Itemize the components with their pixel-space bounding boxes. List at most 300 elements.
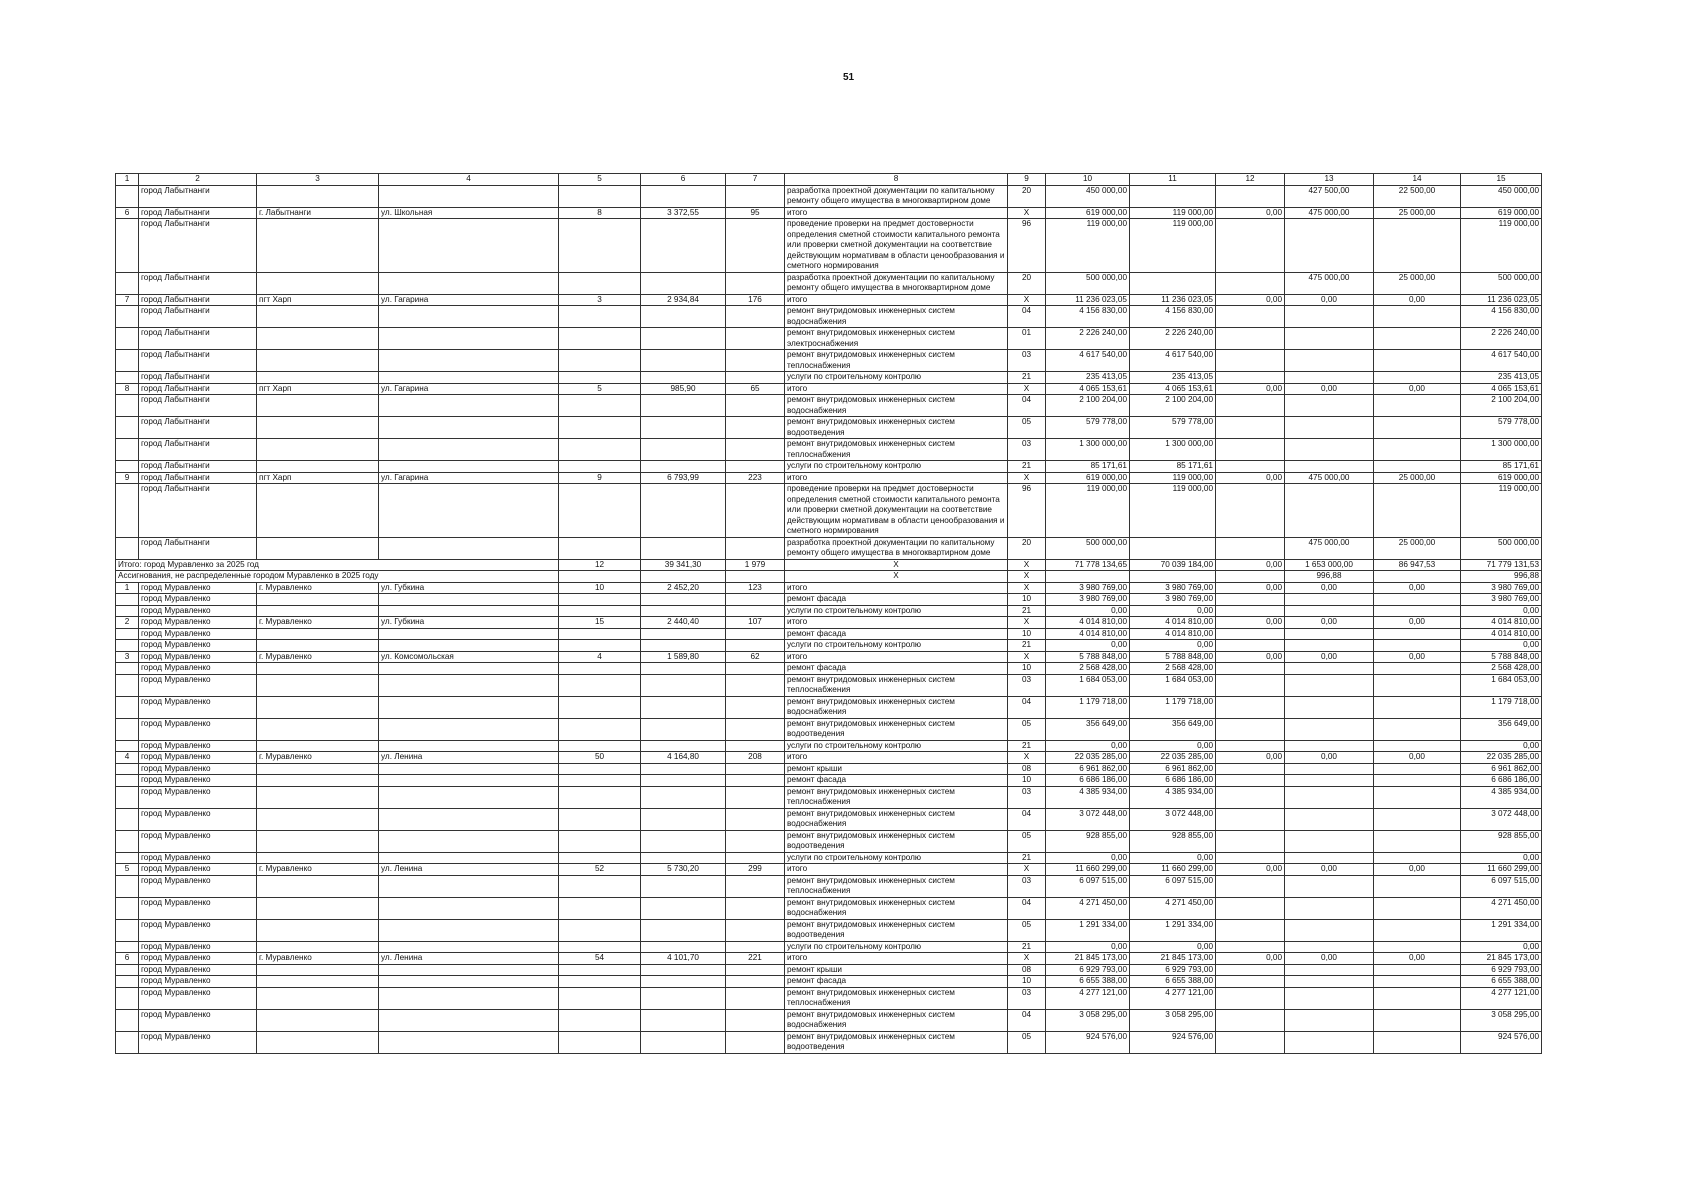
table-row [116, 1009, 1542, 1031]
cell-col-10: 3 072 448,00 [1046, 808, 1130, 830]
cell-col-2: город Муравленко [139, 651, 257, 663]
cell-col-13: 427 500,00 [1285, 185, 1374, 207]
cell-col-14 [1374, 571, 1461, 583]
cell-col-10: 1 300 000,00 [1046, 439, 1130, 461]
table-row [116, 740, 1542, 752]
table-row [116, 808, 1542, 830]
cell-col-5 [559, 1009, 641, 1031]
table-row [116, 272, 1542, 294]
cell-col-14: 0,00 [1374, 651, 1461, 663]
cell-col-15: 1 179 718,00 [1461, 696, 1542, 718]
cell-col-12 [1216, 372, 1285, 384]
cell-col-12 [1216, 852, 1285, 864]
cell-col-1 [116, 808, 139, 830]
cell-col-10: 21 845 173,00 [1046, 953, 1130, 965]
cell-col-8: ремонт внутридомовых инженерных систем теплоснабжения [785, 674, 1008, 696]
cell-col-7 [726, 372, 785, 384]
cell-col-3 [257, 663, 379, 675]
cell-col-8: проведение проверки на предмет достоверности определения сметной стоимости капитального ремонта или проверки сметной документации на соответствие действующим нормативам в области ценообразования и сметного нормирования [785, 219, 1008, 273]
cell-col-2: город Муравленко [139, 775, 257, 787]
cell-col-15: 924 576,00 [1461, 1031, 1542, 1053]
cell-col-8: ремонт внутридомовых инженерных систем водоснабжения [785, 395, 1008, 417]
cell-col-14 [1374, 775, 1461, 787]
cell-col-7 [726, 987, 785, 1009]
table-row [116, 786, 1542, 808]
cell-col-6 [641, 897, 726, 919]
cell-col-2: город Муравленко [139, 582, 257, 594]
cell-col-3: г. Муравленко [257, 617, 379, 629]
cell-col-6 [641, 417, 726, 439]
cell-col-10: 0,00 [1046, 941, 1130, 953]
cell-col-11: 356 649,00 [1130, 718, 1216, 740]
cell-col-9: 20 [1008, 537, 1046, 559]
cell-col-10: 0,00 [1046, 740, 1130, 752]
cell-col-1 [116, 350, 139, 372]
cell-col-13: 475 000,00 [1285, 537, 1374, 559]
cell-col-2: город Лабытнанги [139, 328, 257, 350]
cell-col-1 [116, 919, 139, 941]
cell-col-11: 4 065 153,61 [1130, 383, 1216, 395]
cell-col-10: 119 000,00 [1046, 484, 1130, 538]
cell-col-13: 475 000,00 [1285, 472, 1374, 484]
cell-col-11: 0,00 [1130, 740, 1216, 752]
column-number-row [116, 174, 1542, 186]
cell-col-6: 39 341,30 [641, 559, 726, 571]
cell-col-10: 4 385 934,00 [1046, 786, 1130, 808]
cell-col-3 [257, 628, 379, 640]
cell-col-14 [1374, 372, 1461, 384]
cell-col-10: 4 014 810,00 [1046, 617, 1130, 629]
cell-col-3: пгт Харп [257, 472, 379, 484]
cell-col-10: 0,00 [1046, 605, 1130, 617]
cell-col-9: 10 [1008, 628, 1046, 640]
cell-col-6 [641, 987, 726, 1009]
cell-col-8: ремонт внутридомовых инженерных систем теплоснабжения [785, 786, 1008, 808]
cell-col-13 [1285, 786, 1374, 808]
cell-col-9: Х [1008, 617, 1046, 629]
cell-col-9: Х [1008, 383, 1046, 395]
cell-col-9: 05 [1008, 919, 1046, 941]
cell-col-9: Х [1008, 953, 1046, 965]
cell-col-10: 924 576,00 [1046, 1031, 1130, 1053]
cell-col-10: 619 000,00 [1046, 207, 1130, 219]
cell-col-5 [559, 740, 641, 752]
cell-col-14 [1374, 306, 1461, 328]
cell-col-3 [257, 875, 379, 897]
cell-col-14 [1374, 1009, 1461, 1031]
cell-col-10: 6 097 515,00 [1046, 875, 1130, 897]
cell-col-14 [1374, 763, 1461, 775]
cell-col-13 [1285, 395, 1374, 417]
cell-col-10: 119 000,00 [1046, 219, 1130, 273]
cell-col-8: Х [785, 571, 1008, 583]
cell-col-1 [116, 775, 139, 787]
cell-col-5 [559, 417, 641, 439]
cell-col-3: г. Лабытнанги [257, 207, 379, 219]
cell-col-9: Х [1008, 571, 1046, 583]
cell-col-4 [379, 875, 559, 897]
cell-col-5 [559, 219, 641, 273]
cell-col-7 [726, 763, 785, 775]
cell-col-15: 500 000,00 [1461, 537, 1542, 559]
cell-col-3 [257, 461, 379, 473]
table-row [116, 919, 1542, 941]
cell-col-11: 4 014 810,00 [1130, 628, 1216, 640]
cell-col-6 [641, 185, 726, 207]
cell-col-9: 04 [1008, 808, 1046, 830]
cell-col-6: 4 101,70 [641, 953, 726, 965]
cell-col-9: 21 [1008, 372, 1046, 384]
cell-col-11: 1 291 334,00 [1130, 919, 1216, 941]
cell-col-5 [559, 306, 641, 328]
cell-col-14: 0,00 [1374, 582, 1461, 594]
column-header-2: 2 [139, 174, 257, 186]
cell-col-14 [1374, 964, 1461, 976]
table-row [116, 372, 1542, 384]
cell-col-10: 3 980 769,00 [1046, 594, 1130, 606]
cell-col-10: 2 100 204,00 [1046, 395, 1130, 417]
cell-col-11: 3 072 448,00 [1130, 808, 1216, 830]
cell-col-2: город Лабытнанги [139, 207, 257, 219]
cell-col-2: город Муравленко [139, 1009, 257, 1031]
cell-col-2: город Муравленко [139, 663, 257, 675]
cell-col-11: 2 100 204,00 [1130, 395, 1216, 417]
cell-col-2: город Лабытнанги [139, 439, 257, 461]
cell-col-9: 08 [1008, 964, 1046, 976]
cell-col-6 [641, 852, 726, 864]
cell-col-6 [641, 1031, 726, 1053]
cell-col-10: 3 980 769,00 [1046, 582, 1130, 594]
cell-col-11: 4 385 934,00 [1130, 786, 1216, 808]
cell-col-8: ремонт внутридомовых инженерных систем электроснабжения [785, 328, 1008, 350]
cell-col-5 [559, 875, 641, 897]
cell-col-1 [116, 897, 139, 919]
cell-col-7 [726, 605, 785, 617]
cell-col-2: город Муравленко [139, 617, 257, 629]
cell-col-9: 03 [1008, 875, 1046, 897]
cell-col-14 [1374, 219, 1461, 273]
cell-col-13 [1285, 718, 1374, 740]
table-row [116, 537, 1542, 559]
cell-col-9: 21 [1008, 605, 1046, 617]
cell-col-14: 0,00 [1374, 383, 1461, 395]
cell-col-6 [641, 594, 726, 606]
cell-col-3 [257, 484, 379, 538]
cell-col-3 [257, 350, 379, 372]
cell-col-10: 4 617 540,00 [1046, 350, 1130, 372]
cell-col-4: ул. Губкина [379, 582, 559, 594]
cell-col-4: ул. Ленина [379, 953, 559, 965]
cell-col-4: ул. Школьная [379, 207, 559, 219]
cell-col-10: 4 014 810,00 [1046, 628, 1130, 640]
table-row [116, 651, 1542, 663]
cell-col-7 [726, 696, 785, 718]
cell-col-9: 21 [1008, 461, 1046, 473]
cell-col-8: ремонт внутридомовых инженерных систем теплоснабжения [785, 350, 1008, 372]
cell-col-3 [257, 1009, 379, 1031]
cell-col-8: услуги по строительному контролю [785, 941, 1008, 953]
table-row [116, 417, 1542, 439]
cell-col-9: 20 [1008, 272, 1046, 294]
cell-col-7 [726, 571, 785, 583]
cell-col-15: 3 072 448,00 [1461, 808, 1542, 830]
cell-col-3: пгт Харп [257, 294, 379, 306]
cell-col-9: Х [1008, 472, 1046, 484]
cell-col-3 [257, 987, 379, 1009]
cell-col-3 [257, 594, 379, 606]
cell-col-2: город Муравленко [139, 964, 257, 976]
cell-col-2: город Муравленко [139, 718, 257, 740]
cell-col-6 [641, 372, 726, 384]
cell-col-3 [257, 976, 379, 988]
cell-col-6 [641, 808, 726, 830]
cell-col-10: 928 855,00 [1046, 830, 1130, 852]
table-row [116, 306, 1542, 328]
cell-col-6 [641, 306, 726, 328]
cell-col-11 [1130, 571, 1216, 583]
cell-col-4: ул. Губкина [379, 617, 559, 629]
cell-col-10: 71 778 134,65 [1046, 559, 1130, 571]
cell-col-13 [1285, 306, 1374, 328]
cell-col-10: 1 291 334,00 [1046, 919, 1130, 941]
cell-col-12 [1216, 185, 1285, 207]
cell-col-15: 6 961 862,00 [1461, 763, 1542, 775]
cell-col-10: 2 568 428,00 [1046, 663, 1130, 675]
cell-col-7 [726, 417, 785, 439]
cell-col-3 [257, 395, 379, 417]
column-header-8: 8 [785, 174, 1008, 186]
column-header-9: 9 [1008, 174, 1046, 186]
cell-col-6 [641, 350, 726, 372]
cell-col-15: 85 171,61 [1461, 461, 1542, 473]
cell-col-6 [641, 976, 726, 988]
table-row [116, 605, 1542, 617]
cell-col-9: 10 [1008, 594, 1046, 606]
cell-col-5 [559, 941, 641, 953]
cell-col-2: город Муравленко [139, 875, 257, 897]
cell-col-15: 2 100 204,00 [1461, 395, 1542, 417]
cell-col-11: 119 000,00 [1130, 484, 1216, 538]
cell-col-8: услуги по строительному контролю [785, 461, 1008, 473]
cell-col-6 [641, 395, 726, 417]
cell-col-3 [257, 718, 379, 740]
cell-col-5 [559, 763, 641, 775]
cell-col-12 [1216, 395, 1285, 417]
cell-col-4: ул. Комсомольская [379, 651, 559, 663]
cell-col-15: 235 413,05 [1461, 372, 1542, 384]
cell-col-12 [1216, 461, 1285, 473]
cell-col-8: итого [785, 953, 1008, 965]
cell-col-7: 123 [726, 582, 785, 594]
cell-col-1 [116, 328, 139, 350]
cell-col-5 [559, 372, 641, 384]
cell-col-2: город Муравленко [139, 976, 257, 988]
cell-col-4 [379, 1031, 559, 1053]
cell-col-9: 21 [1008, 852, 1046, 864]
cell-col-2: город Лабытнанги [139, 417, 257, 439]
cell-col-12 [1216, 786, 1285, 808]
cell-col-12 [1216, 987, 1285, 1009]
cell-col-6 [641, 328, 726, 350]
cell-col-1 [116, 718, 139, 740]
cell-col-10: 500 000,00 [1046, 272, 1130, 294]
cell-col-1 [116, 306, 139, 328]
cell-col-9: 03 [1008, 987, 1046, 1009]
cell-col-11: 1 300 000,00 [1130, 439, 1216, 461]
cell-col-1 [116, 439, 139, 461]
cell-col-15: 928 855,00 [1461, 830, 1542, 852]
cell-col-14 [1374, 439, 1461, 461]
cell-col-14: 25 000,00 [1374, 537, 1461, 559]
cell-col-7 [726, 395, 785, 417]
cell-col-14: 0,00 [1374, 864, 1461, 876]
cell-col-15: 1 291 334,00 [1461, 919, 1542, 941]
cell-col-11: 6 686 186,00 [1130, 775, 1216, 787]
cell-col-4 [379, 964, 559, 976]
cell-col-10: 6 961 862,00 [1046, 763, 1130, 775]
cell-col-7 [726, 941, 785, 953]
cell-col-5: 5 [559, 383, 641, 395]
cell-col-14: 25 000,00 [1374, 207, 1461, 219]
cell-col-7: 208 [726, 752, 785, 764]
cell-col-13: 475 000,00 [1285, 272, 1374, 294]
cell-col-2: город Муравленко [139, 919, 257, 941]
cell-col-15: 0,00 [1461, 640, 1542, 652]
cell-col-6 [641, 272, 726, 294]
cell-col-8: услуги по строительному контролю [785, 372, 1008, 384]
cell-col-9: 10 [1008, 775, 1046, 787]
cell-col-9: 21 [1008, 740, 1046, 752]
cell-col-14 [1374, 941, 1461, 953]
cell-col-9: Х [1008, 294, 1046, 306]
cell-col-7 [726, 775, 785, 787]
cell-col-1 [116, 461, 139, 473]
cell-col-13 [1285, 674, 1374, 696]
cell-col-15: 4 156 830,00 [1461, 306, 1542, 328]
cell-col-11: 4 277 121,00 [1130, 987, 1216, 1009]
cell-col-4: ул. Гагарина [379, 383, 559, 395]
cell-col-1: 6 [116, 953, 139, 965]
cell-col-11: 6 961 862,00 [1130, 763, 1216, 775]
column-header-15: 15 [1461, 174, 1542, 186]
table-row [116, 294, 1542, 306]
cell-col-9: Х [1008, 752, 1046, 764]
cell-col-1 [116, 941, 139, 953]
cell-col-15: 3 980 769,00 [1461, 594, 1542, 606]
cell-col-10: 235 413,05 [1046, 372, 1130, 384]
cell-col-9: Х [1008, 651, 1046, 663]
cell-col-13 [1285, 775, 1374, 787]
cell-col-12 [1216, 663, 1285, 675]
cell-col-1: 1 [116, 582, 139, 594]
cell-col-7 [726, 875, 785, 897]
cell-col-8: ремонт фасада [785, 775, 1008, 787]
cell-col-9: Х [1008, 559, 1046, 571]
cell-col-1 [116, 674, 139, 696]
cell-col-14 [1374, 674, 1461, 696]
cell-col-2: город Муравленко [139, 830, 257, 852]
cell-col-11: 2 568 428,00 [1130, 663, 1216, 675]
table-row [116, 976, 1542, 988]
cell-col-5 [559, 439, 641, 461]
cell-col-1 [116, 372, 139, 384]
cell-col-14 [1374, 897, 1461, 919]
cell-col-9: Х [1008, 864, 1046, 876]
cell-col-13 [1285, 605, 1374, 617]
cell-col-14 [1374, 328, 1461, 350]
cell-col-14 [1374, 640, 1461, 652]
cell-col-4 [379, 897, 559, 919]
cell-col-3 [257, 740, 379, 752]
cell-col-5 [559, 718, 641, 740]
cell-col-5 [559, 808, 641, 830]
cell-col-5 [559, 594, 641, 606]
column-header-6: 6 [641, 174, 726, 186]
cell-col-15: 6 686 186,00 [1461, 775, 1542, 787]
cell-col-1 [116, 875, 139, 897]
cell-col-12: 0,00 [1216, 617, 1285, 629]
table-row [116, 628, 1542, 640]
cell-col-12 [1216, 417, 1285, 439]
cell-col-14 [1374, 417, 1461, 439]
cell-col-15: 11 236 023,05 [1461, 294, 1542, 306]
cell-col-11 [1130, 185, 1216, 207]
cell-col-11: 0,00 [1130, 640, 1216, 652]
cell-col-12 [1216, 537, 1285, 559]
column-header-4: 4 [379, 174, 559, 186]
cell-col-9: Х [1008, 207, 1046, 219]
table-row [116, 964, 1542, 976]
cell-col-12 [1216, 976, 1285, 988]
cell-col-12: 0,00 [1216, 752, 1285, 764]
cell-col-9: Х [1008, 582, 1046, 594]
cell-col-2: город Муравленко [139, 594, 257, 606]
cell-col-6: 6 793,99 [641, 472, 726, 484]
cell-col-11: 11 660 299,00 [1130, 864, 1216, 876]
cell-col-3 [257, 605, 379, 617]
cell-col-5: 8 [559, 207, 641, 219]
table-row [116, 594, 1542, 606]
cell-col-9: 05 [1008, 830, 1046, 852]
cell-col-1 [116, 484, 139, 538]
cell-col-7 [726, 484, 785, 538]
cell-col-13: 0,00 [1285, 651, 1374, 663]
cell-col-12 [1216, 439, 1285, 461]
cell-col-8: ремонт внутридомовых инженерных систем водоснабжения [785, 897, 1008, 919]
table-row [116, 383, 1542, 395]
cell-col-5: 9 [559, 472, 641, 484]
cell-col-4 [379, 461, 559, 473]
cell-col-8: ремонт внутридомовых инженерных систем теплоснабжения [785, 439, 1008, 461]
cell-col-12: 0,00 [1216, 383, 1285, 395]
cell-col-1 [116, 763, 139, 775]
cell-col-4 [379, 718, 559, 740]
cell-col-15: 450 000,00 [1461, 185, 1542, 207]
cell-col-11: 4 156 830,00 [1130, 306, 1216, 328]
table-row [116, 987, 1542, 1009]
cell-col-5: 52 [559, 864, 641, 876]
cell-col-10: 579 778,00 [1046, 417, 1130, 439]
cell-col-13: 0,00 [1285, 953, 1374, 965]
cell-col-3 [257, 786, 379, 808]
cell-col-5 [559, 976, 641, 988]
cell-col-4 [379, 786, 559, 808]
cell-col-12 [1216, 696, 1285, 718]
cell-col-11: 6 929 793,00 [1130, 964, 1216, 976]
cell-col-12 [1216, 1031, 1285, 1053]
cell-col-14 [1374, 1031, 1461, 1053]
cell-col-13 [1285, 740, 1374, 752]
